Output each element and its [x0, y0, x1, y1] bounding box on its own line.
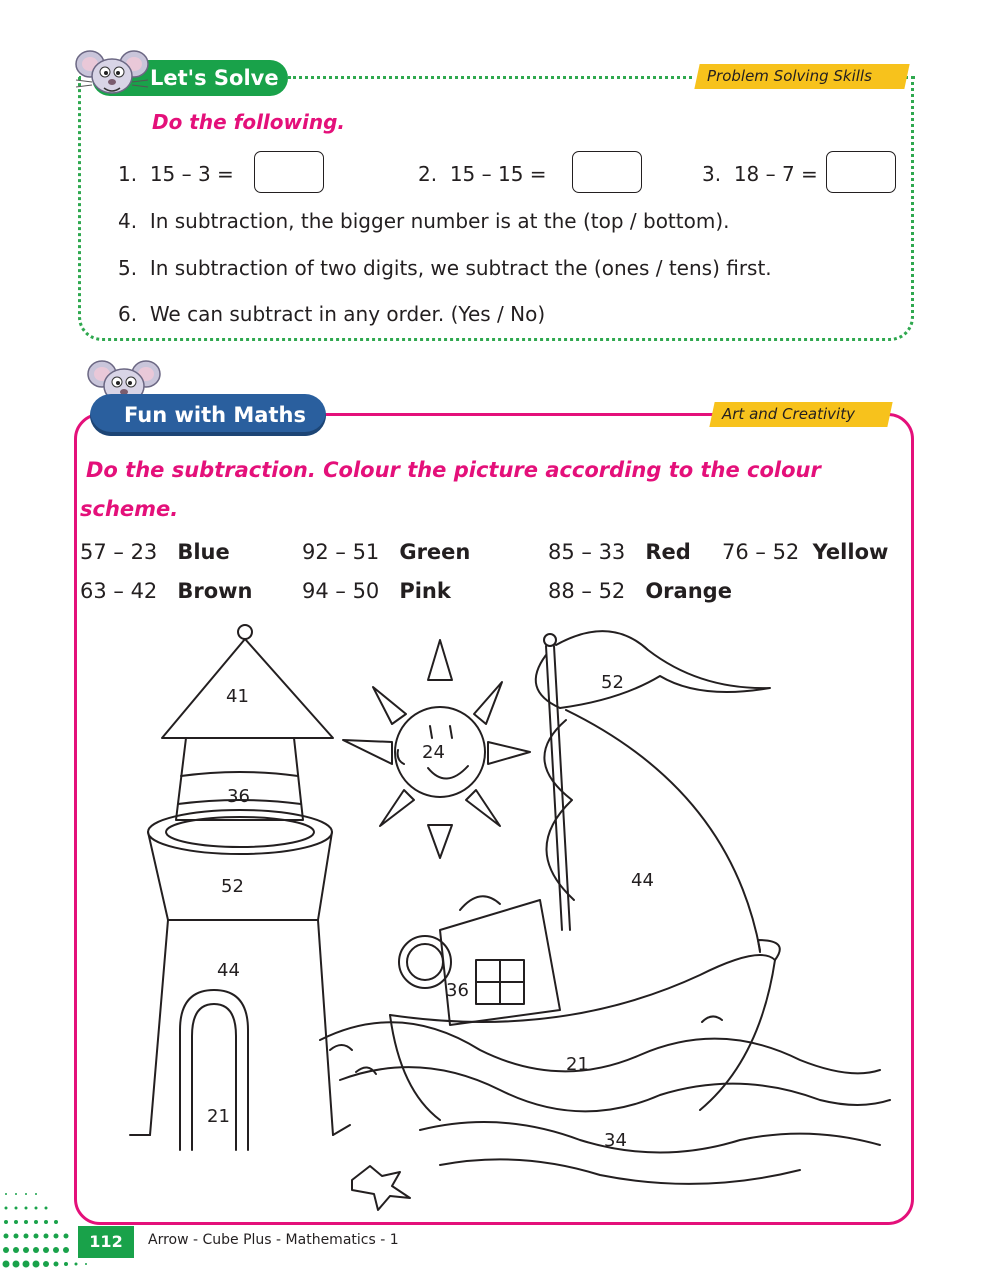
lets-solve-instruction: Do the following.: [152, 110, 346, 134]
num-lighthouse-door: 21: [207, 1106, 230, 1127]
scheme-yellow: 76 – 52 Yellow: [722, 540, 889, 564]
scheme-orange: 88 – 52 Orange: [548, 579, 732, 603]
question-4: 4. In subtraction, the bigger number is at the (top / bottom).: [118, 209, 730, 233]
num-lighthouse-body: 44: [217, 960, 240, 981]
art-creativity-tag: Art and Creativity: [709, 402, 892, 427]
book-title: Arrow - Cube Plus - Mathematics - 1: [148, 1232, 399, 1248]
boat-drawing: [320, 631, 890, 1210]
scheme-pink: 94 – 50 Pink: [302, 579, 451, 603]
num-flag: 52: [601, 672, 624, 693]
num-sun: 24: [422, 742, 445, 763]
question-6: 6. We can subtract in any order. (Yes / No): [118, 302, 546, 326]
problem-solving-tag: Problem Solving Skills: [694, 64, 909, 89]
scheme-green: 92 – 51 Green: [302, 540, 471, 564]
num-sail: 44: [631, 870, 654, 891]
fun-instruction-line-2: scheme.: [80, 497, 179, 521]
scheme-red: 85 – 33 Red: [548, 540, 691, 564]
scheme-blue: 57 – 23 Blue: [80, 540, 230, 564]
num-lighthouse-roof: 41: [226, 686, 249, 707]
num-lighthouse-balcony: 52: [221, 876, 244, 897]
scheme-brown: 63 – 42 Brown: [80, 579, 253, 603]
question-5: 5. In subtraction of two digits, we subtract the (ones / tens) first.: [118, 256, 772, 280]
page-number: 112: [78, 1226, 134, 1258]
num-water: 34: [604, 1130, 627, 1151]
equation-2: 2. 15 – 15 =: [418, 162, 547, 186]
fun-with-maths-heading: Fun with Maths: [90, 394, 326, 436]
lets-solve-heading: Let's Solve: [92, 60, 288, 96]
num-boat-hull: 21: [566, 1054, 589, 1075]
num-cabin: 36: [446, 980, 469, 1001]
equation-3: 3. 18 – 7 =: [702, 162, 818, 186]
fun-instruction-line-1: Do the subtraction. Colour the picture according to the colour: [86, 458, 821, 482]
num-lighthouse-band: 36: [227, 786, 250, 807]
equation-1: 1. 15 – 3 =: [118, 162, 234, 186]
